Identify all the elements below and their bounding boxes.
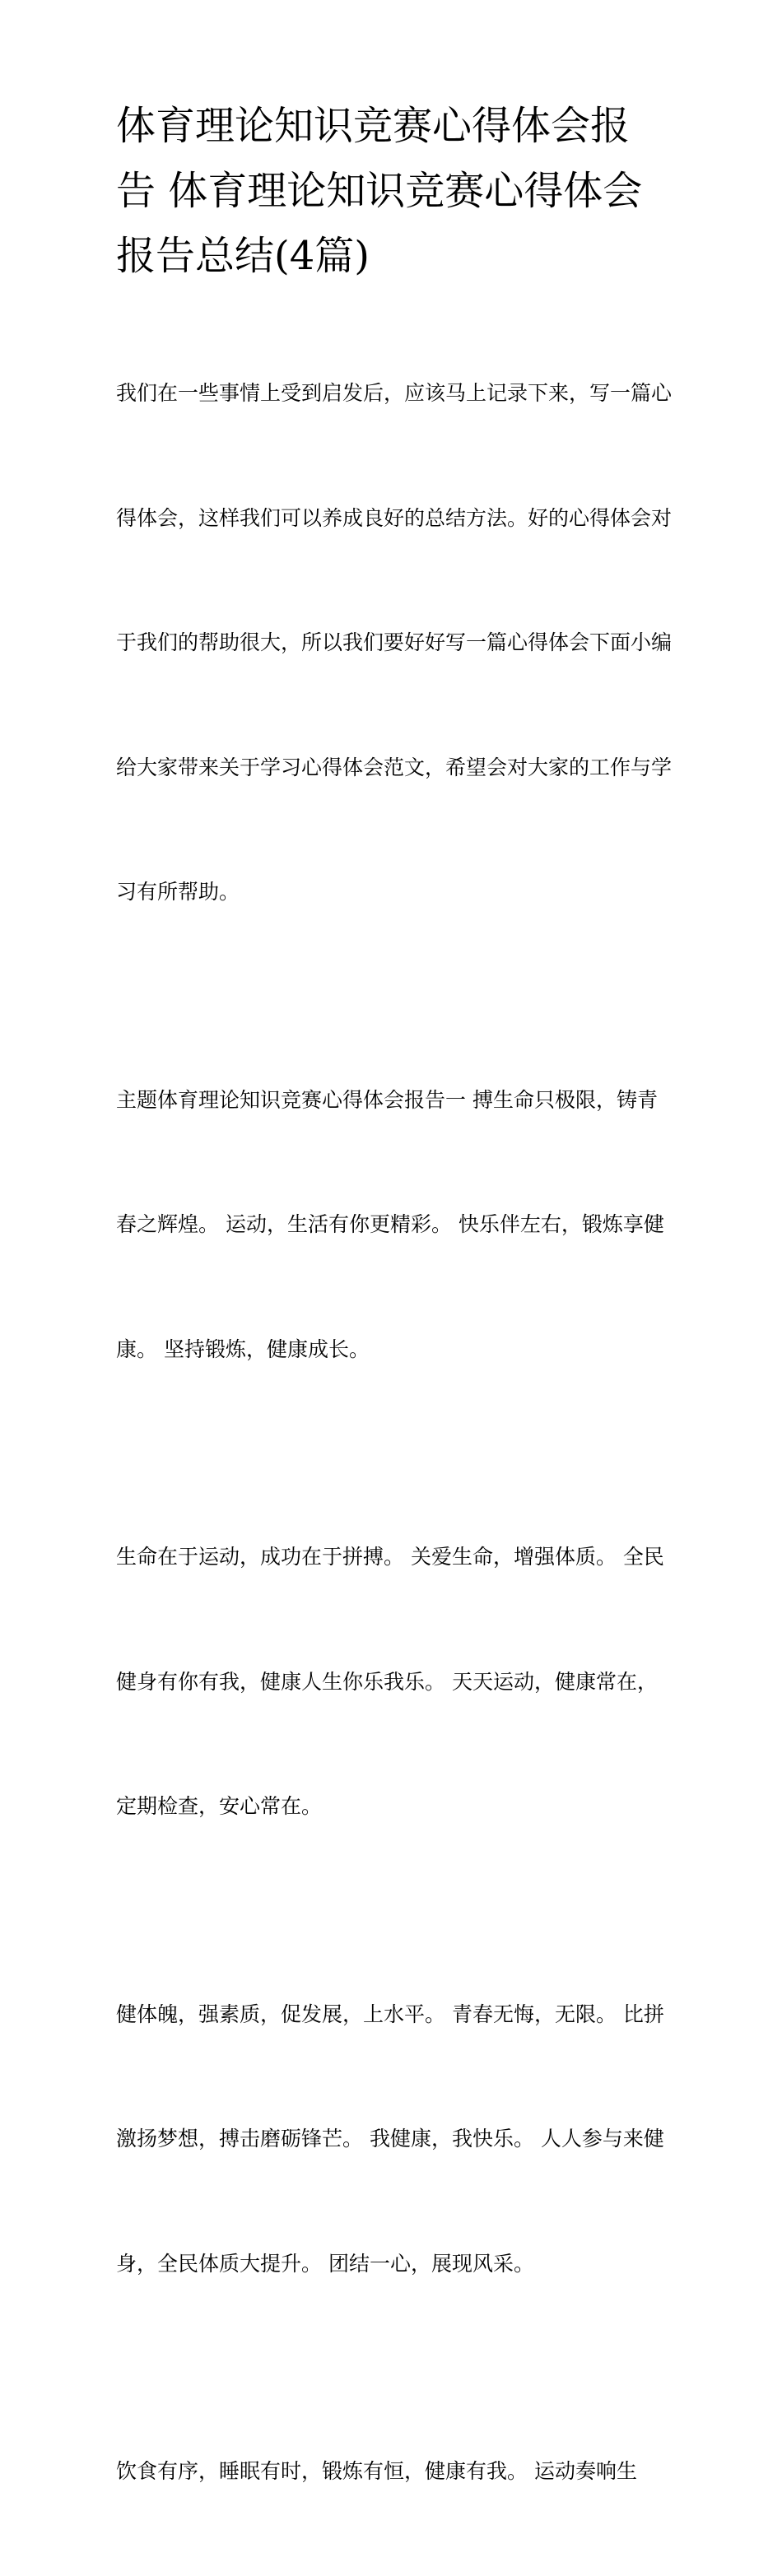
text-line: 习有所帮助。 xyxy=(116,880,240,904)
text-line: 饮食有序，睡眠有时，锻炼有恒，健康有我。 运动奏响生 xyxy=(116,2459,637,2483)
text-line: 春之辉煌。 运动，生活有你更精彩。 快乐伴左右，锻炼享健 xyxy=(116,1212,664,1236)
text-line: 康。 坚持锻炼，健康成长。 xyxy=(116,1337,370,1361)
title-line: 报告总结(4篇) xyxy=(116,233,370,279)
text-line: 身，全民体质大提升。 团结一心，展现风采。 xyxy=(116,2251,534,2276)
text-line: 健体魄，强素质，促发展，上水平。 青春无悔，无限。 比拼 xyxy=(116,2002,664,2026)
text-line: 给大家带来关于学习心得体会范文，希望会对大家的工作与学 xyxy=(116,755,673,779)
document-body xyxy=(116,290,676,2576)
text-line: 得体会，这样我们可以养成良好的总结方法。好的心得体会对 xyxy=(116,505,673,530)
text-line: 定期检查，安心常在。 xyxy=(116,1794,323,1818)
text-line: 主题体育理论知识竞赛心得体会报告一 搏生命只极限，铸青 xyxy=(116,1087,658,1112)
paragraph-slogans-1 xyxy=(116,1453,676,1911)
paragraph-intro xyxy=(116,290,676,997)
paragraph-slogans-2 xyxy=(116,1911,676,2369)
paragraph-report-one xyxy=(116,997,676,1454)
title-line: 体育理论知识竞赛心得体会报 xyxy=(116,103,631,149)
text-line: 生命在于运动，成功在于拼搏。 关爱生命，增强体质。 全民 xyxy=(116,1545,664,1569)
text-line: 我们在一些事情上受到启发后，应该马上记录下来，写一篇心 xyxy=(116,381,673,405)
text-line: 于我们的帮助很大，所以我们要好好写一篇心得体会下面小编 xyxy=(116,630,673,654)
text-line: 激扬梦想，搏击磨砺锋芒。 我健康，我快乐。 人人参与来健 xyxy=(116,2127,664,2151)
title-line: 告 体育理论知识竞赛心得体会 xyxy=(116,168,643,214)
paragraph-slogans-3 xyxy=(116,2368,676,2576)
text-line: 健身有你有我，健康人生你乐我乐。 天天运动，健康常在， xyxy=(116,1669,658,1694)
document-title xyxy=(116,94,676,289)
